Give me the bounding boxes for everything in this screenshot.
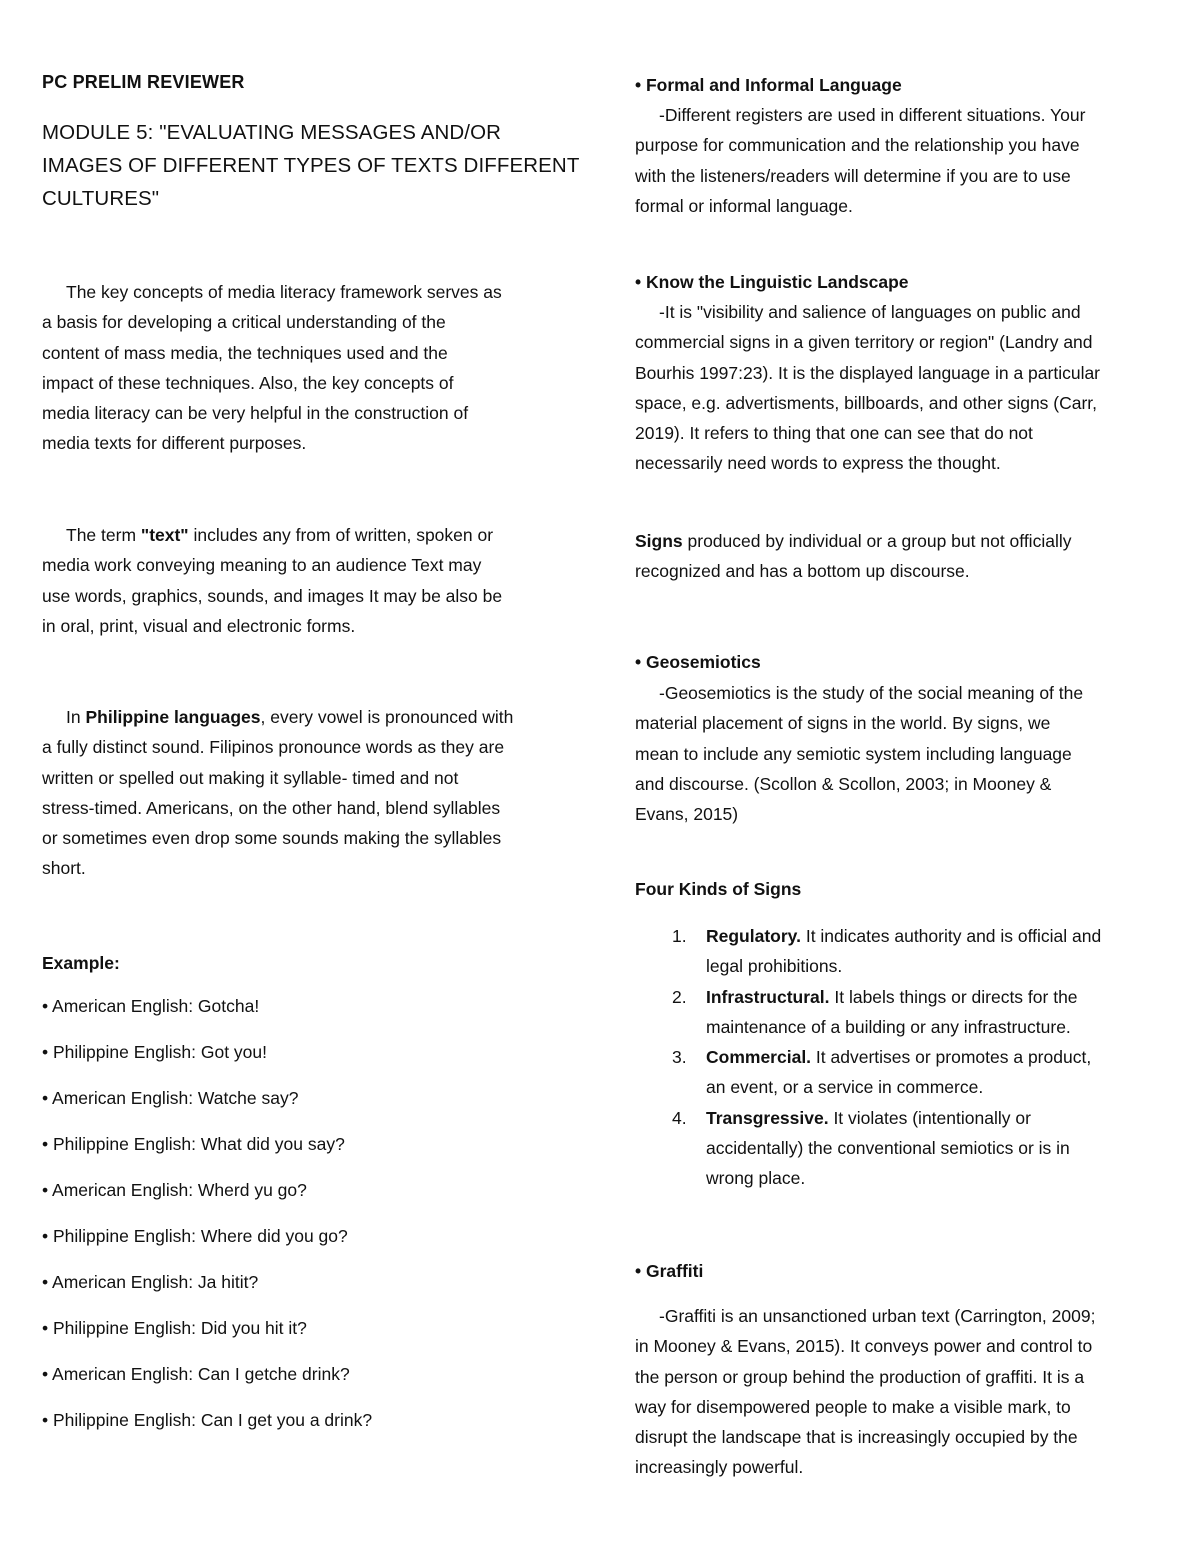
geosemiotics-paragraph bbox=[635, 678, 1083, 829]
four-kinds-list bbox=[635, 921, 1170, 1194]
example-item: • Philippine English: Where did you go? bbox=[42, 1226, 348, 1246]
bold-term: Commercial. bbox=[706, 1047, 812, 1068]
paragraph-line: a fully distinct sound. Filipinos pronounce words as they are bbox=[42, 737, 505, 758]
paragraph-line: written or spelled out making it syllable- timed and not bbox=[42, 767, 459, 788]
paragraph-line: purpose for communication and the relationship you have bbox=[635, 135, 1080, 156]
paragraph-line: space, e.g. advertisments, billboards, and other signs (Carr, bbox=[635, 392, 1098, 413]
example-item: • Philippine English: What did you say? bbox=[42, 1134, 345, 1154]
paragraph-line: recognized and has a bottom up discourse. bbox=[635, 561, 970, 582]
list-item-line: an event, or a service in commerce. bbox=[706, 1077, 984, 1098]
paragraph-line: media texts for different purposes. bbox=[42, 433, 307, 454]
example-item: • American English: Gotcha! bbox=[42, 996, 260, 1016]
text-run: It advertises or promotes a product, bbox=[811, 1047, 1092, 1068]
document-title: PC PRELIM REVIEWER bbox=[42, 72, 245, 92]
paragraph-line: -It is "visibility and salience of languages on public and bbox=[659, 302, 1081, 322]
graffiti-heading: • Graffiti bbox=[635, 1261, 704, 1281]
module-title-line: CULTURES" bbox=[42, 187, 160, 210]
example-item: • Philippine English: Did you hit it? bbox=[42, 1318, 307, 1338]
paragraph-line: formal or informal language. bbox=[635, 195, 853, 216]
example-item: • Philippine English: Got you! bbox=[42, 1042, 268, 1062]
paragraph-line: increasingly powerful. bbox=[635, 1457, 804, 1478]
signs-paragraph bbox=[635, 526, 1071, 587]
text-run: It violates (intentionally or bbox=[828, 1107, 1031, 1128]
module-title bbox=[42, 116, 579, 215]
bold-term: Philippine languages bbox=[85, 707, 261, 727]
formal-informal-heading: • Formal and Informal Language bbox=[635, 75, 902, 95]
example-item: • American English: Ja hitit? bbox=[42, 1272, 259, 1292]
paragraph-line: Bourhis 1997:23). It is the displayed language in a particular bbox=[635, 362, 1101, 383]
list-number: 2. bbox=[672, 986, 687, 1007]
module-title-line: IMAGES OF DIFFERENT TYPES OF TEXTS DIFFERENT bbox=[42, 154, 580, 177]
paragraph-line: and discourse. (Scollon & Scollon, 2003; in Mooney & bbox=[635, 773, 1052, 794]
list-number: 1. bbox=[672, 926, 687, 946]
media-literacy-paragraph bbox=[42, 277, 502, 459]
example-item: • Philippine English: Can I get you a drink? bbox=[42, 1410, 373, 1430]
text-run: , every vowel is pronounced with bbox=[260, 707, 514, 727]
graffiti-paragraph bbox=[635, 1301, 1095, 1483]
paragraph-line: media work conveying meaning to an audience Text may bbox=[42, 555, 482, 576]
text-run: In bbox=[66, 707, 86, 727]
paragraph-line: material placement of signs in the world. By signs, we bbox=[635, 713, 1051, 734]
bold-term: Transgressive. bbox=[706, 1107, 829, 1128]
list-item-line bbox=[706, 921, 1170, 951]
paragraph-line: in oral, print, visual and electronic forms. bbox=[42, 615, 356, 636]
bold-term: Signs bbox=[635, 531, 683, 551]
paragraph-line: impact of these techniques. Also, the key concepts of bbox=[42, 372, 454, 393]
paragraph-line bbox=[42, 702, 513, 732]
bold-term: Infrastructural. bbox=[706, 986, 830, 1007]
list-item-line: accidentally) the conventional semiotics or is in bbox=[706, 1138, 1070, 1159]
paragraph-line: in Mooney & Evans, 2015). It conveys power and control to bbox=[635, 1336, 1093, 1357]
paragraph-line: short. bbox=[42, 858, 86, 879]
list-item bbox=[635, 1103, 1170, 1194]
bold-term: "text" bbox=[140, 525, 189, 545]
paragraph-line: a basis for developing a critical understanding of the bbox=[42, 312, 446, 333]
bold-term: Regulatory. bbox=[706, 926, 801, 946]
paragraph-line: Evans, 2015) bbox=[635, 804, 739, 825]
list-item-line: maintenance of a building or any infrastructure. bbox=[706, 1016, 1071, 1037]
paragraph-line: media literacy can be very helpful in the construction of bbox=[42, 403, 469, 424]
paragraph-line: the person or group behind the production of graffiti. It is a bbox=[635, 1366, 1085, 1387]
example-item: • American English: Wherd yu go? bbox=[42, 1180, 307, 1200]
example-item: • American English: Can I getche drink? bbox=[42, 1364, 350, 1384]
paragraph-line: disrupt the landscape that is increasingly occupied by the bbox=[635, 1427, 1078, 1448]
paragraph-line: use words, graphics, sounds, and images It may be also be bbox=[42, 585, 503, 606]
example-heading: Example: bbox=[42, 953, 120, 973]
paragraph-line: -Geosemiotics is the study of the social meaning of the bbox=[659, 683, 1084, 703]
example-item: • American English: Watche say? bbox=[42, 1088, 299, 1108]
formal-informal-paragraph bbox=[635, 100, 1085, 221]
paragraph-line: The key concepts of media literacy framework serves as bbox=[66, 282, 502, 302]
paragraph-line: stress-timed. Americans, on the other hand, blend syllables bbox=[42, 797, 501, 818]
paragraph-line: way for disempowered people to make a visible mark, to bbox=[635, 1396, 1071, 1417]
geosemiotics-heading: • Geosemiotics bbox=[635, 652, 761, 672]
paragraph-line: commercial signs in a given territory or region" (Landry and bbox=[635, 332, 1093, 353]
list-item-line bbox=[706, 982, 1170, 1012]
linguistic-landscape-heading: • Know the Linguistic Landscape bbox=[635, 272, 909, 292]
list-item bbox=[635, 982, 1170, 1043]
paragraph-line: necessarily need words to express the thought. bbox=[635, 453, 1001, 474]
text-run: The term bbox=[66, 525, 141, 545]
philippine-languages-paragraph bbox=[42, 702, 513, 884]
list-item bbox=[635, 1042, 1170, 1103]
text-run: It labels things or directs for the bbox=[829, 986, 1078, 1007]
text-run: It indicates authority and is official and bbox=[800, 926, 1102, 946]
text-run: produced by individual or a group but not officially bbox=[682, 531, 1072, 551]
paragraph-line bbox=[635, 526, 1071, 556]
paragraph-line: content of mass media, the techniques used and the bbox=[42, 342, 448, 363]
list-number: 3. bbox=[672, 1047, 687, 1068]
text-definition-paragraph bbox=[42, 520, 502, 641]
list-number: 4. bbox=[672, 1107, 687, 1128]
list-item-line bbox=[706, 1103, 1170, 1133]
list-item-line: wrong place. bbox=[706, 1168, 806, 1189]
paragraph-line: or sometimes even drop some sounds making the syllables bbox=[42, 828, 502, 849]
paragraph-line: mean to include any semiotic system including language bbox=[635, 743, 1072, 764]
linguistic-landscape-paragraph bbox=[635, 297, 1100, 479]
list-item-line: legal prohibitions. bbox=[706, 956, 843, 977]
paragraph-line: 2019). It refers to thing that one can see that do not bbox=[635, 423, 1033, 444]
four-kinds-heading: Four Kinds of Signs bbox=[635, 879, 802, 899]
paragraph-line: -Different registers are used in different situations. Your bbox=[659, 105, 1086, 125]
text-run: includes any from of written, spoken or bbox=[188, 525, 494, 545]
paragraph-line: with the listeners/readers will determine if you are to use bbox=[635, 165, 1071, 186]
list-item bbox=[635, 921, 1170, 982]
paragraph-line bbox=[42, 520, 502, 550]
list-item-line bbox=[706, 1042, 1170, 1072]
paragraph-line: -Graffiti is an unsanctioned urban text (Carrington, 2009; bbox=[659, 1306, 1096, 1326]
module-title-line: MODULE 5: "EVALUATING MESSAGES AND/OR bbox=[42, 121, 502, 144]
